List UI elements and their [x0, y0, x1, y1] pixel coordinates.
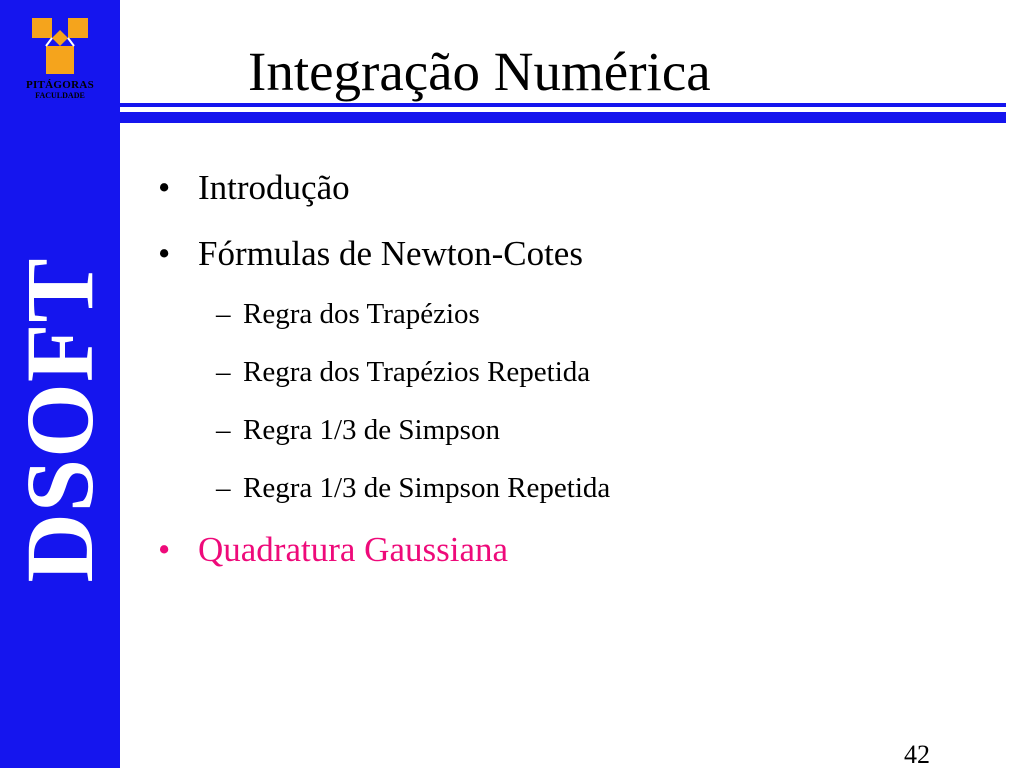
- bullet-marker: •: [158, 530, 171, 569]
- bullet-item-highlighted: [158, 530, 508, 570]
- logo-name: PITÁGORAS: [25, 79, 95, 91]
- bullet-marker: •: [158, 168, 171, 207]
- bullet-text: Introdução: [198, 168, 350, 207]
- sub-bullet-marker: –: [216, 472, 231, 504]
- page-number: 42: [904, 740, 930, 769]
- bullet-item: [158, 234, 583, 274]
- title-rule-thin: [120, 103, 1006, 107]
- sub-bullet-text: Regra 1/3 de Simpson: [243, 414, 500, 446]
- sub-bullet-item: [216, 471, 610, 505]
- sub-bullet-text: Regra dos Trapézios Repetida: [243, 356, 591, 388]
- logo-emblem-icon: [14, 14, 106, 80]
- logo-subtitle: FACULDADE: [35, 91, 85, 100]
- sub-bullet-text: Regra dos Trapézios: [243, 298, 480, 330]
- sidebar-brand: DSOFT: [6, 257, 113, 583]
- title-rule-thick: [120, 112, 1006, 123]
- sub-bullet-item: [216, 297, 480, 331]
- sub-bullet-marker: –: [216, 414, 231, 446]
- bullet-text: Quadratura Gaussiana: [198, 530, 509, 569]
- faculdade-pitagoras-logo: [14, 14, 106, 100]
- sub-bullet-text: Regra 1/3 de Simpson Repetida: [243, 472, 611, 504]
- sub-bullet-item: [216, 413, 500, 447]
- bullet-item: [158, 168, 350, 208]
- sub-bullet-item: [216, 355, 590, 389]
- sub-bullet-marker: –: [216, 356, 231, 388]
- sub-bullet-marker: –: [216, 298, 231, 330]
- sidebar: [0, 0, 120, 768]
- slide-title: Integração Numérica: [248, 41, 711, 102]
- bullet-text: Fórmulas de Newton-Cotes: [198, 234, 583, 273]
- bullet-marker: •: [158, 234, 171, 273]
